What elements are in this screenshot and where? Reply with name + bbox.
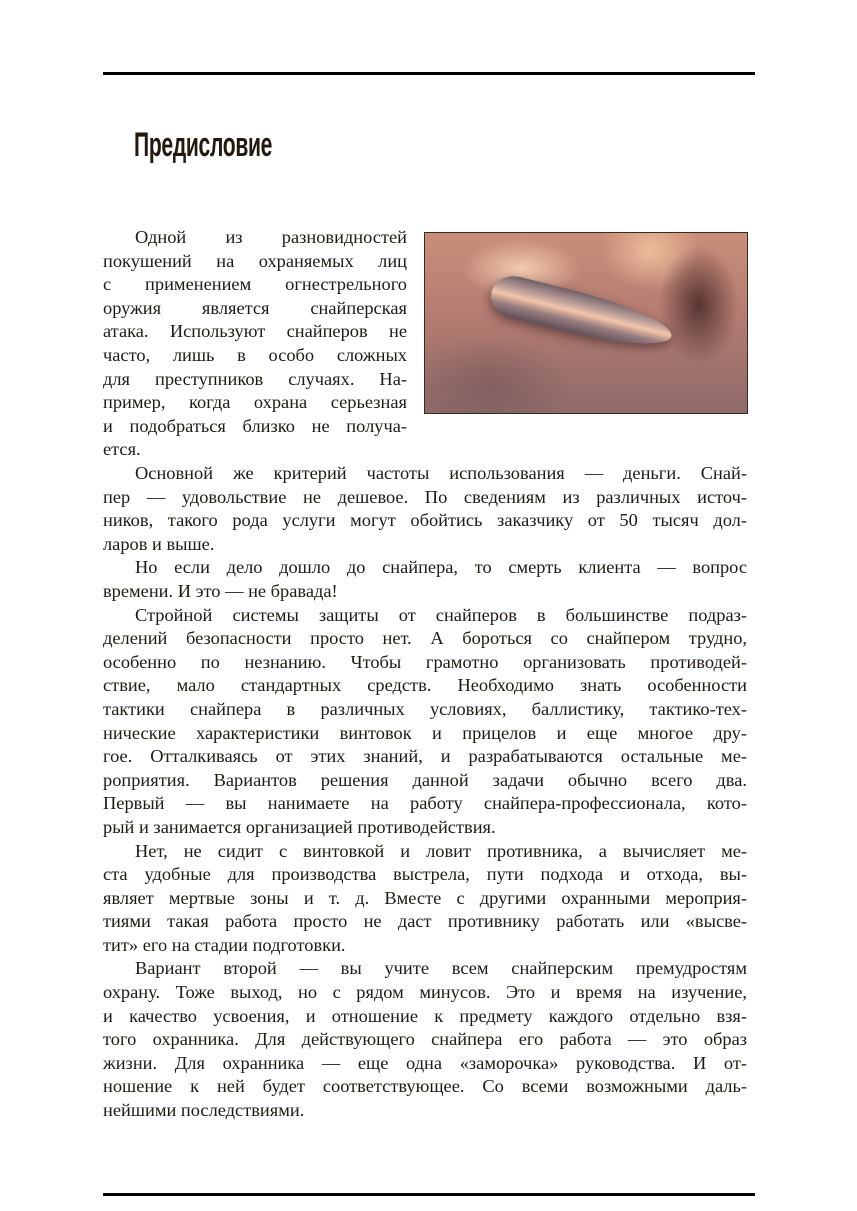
- text-line: тит» его на стадии подготовки.: [103, 934, 346, 955]
- text-line: с применением огнестрельного: [103, 274, 407, 295]
- text-line: Вариант второй — вы учите всем снайперским премудростям: [135, 958, 747, 979]
- text-line: тактики снайпера в различных условиях, баллистику, тактико-тех-: [103, 698, 747, 719]
- text-line: Основной же критерий частоты использования — деньги. Снай-: [135, 463, 747, 483]
- text-line: ношение к ней будет соответствующее. Со всеми возможными даль-: [103, 1076, 747, 1097]
- text-line: оружия является снайперская: [103, 297, 407, 318]
- paragraph-system: [103, 604, 747, 840]
- paragraph-first-option: [103, 840, 747, 958]
- text-line: ников, такого рода услуги могут обойтись заказчику от 50 тысяч дол-: [103, 510, 747, 531]
- text-line: тиями такая работа просто не даст противнику работать или «высве-: [103, 911, 747, 932]
- text-line: времени. И это — не бравада!: [103, 580, 338, 601]
- text-line: Первый — вы нанимаете на работу снайпера-профессионала, кото-: [103, 793, 747, 814]
- text-line: покушений на охраняемых лиц: [103, 250, 407, 271]
- text-line: Стройной системы защиты от снайперов в большинстве подраз-: [135, 604, 747, 625]
- text-line: жизни. Для охранника — еще одна «заморочка» руководства. И от-: [103, 1052, 747, 1073]
- paragraph-second-option: [103, 957, 747, 1122]
- text-line: гое. Отталкиваясь от этих знаний, и разрабатываются остальные ме-: [103, 746, 747, 767]
- text-line: охрану. Тоже выход, но с рядом минусов. Это и время на изучение,: [103, 982, 747, 1003]
- bullet-photo: [424, 232, 748, 414]
- text-line: часто, лишь в особо сложных: [103, 344, 407, 365]
- page-title: Предисловие: [134, 126, 273, 164]
- text-line: роприятия. Вариантов решения данной задачи обычно всего два.: [103, 769, 747, 790]
- bullet-image-icon: [487, 271, 677, 357]
- top-rule: [103, 72, 755, 75]
- text-line: ста удобные для производства выстрела, пути подхода и отхода, вы-: [103, 864, 747, 885]
- text-line: делений безопасности просто нет. А бороться со снайпером трудно,: [103, 628, 747, 649]
- text-line: ларов и выше.: [103, 533, 215, 554]
- paragraph-cost: [103, 462, 747, 556]
- text-line: и качество усвоения, и отношение к предмету каждого отдельно взя-: [103, 1005, 747, 1026]
- text-line: рый и занимается организацией противодействия.: [103, 816, 496, 837]
- text-line: Одной из разновидностей: [135, 227, 407, 247]
- body-text: [103, 462, 747, 1123]
- text-line: ется.: [103, 439, 141, 460]
- text-line: являет мертвые зоны и т. д. Вместе с другими охранными мероприя-: [103, 887, 747, 908]
- intro-paragraph: [103, 226, 407, 462]
- text-line: пер — удовольствие не дешевое. По сведениям из различных источ-: [103, 486, 747, 507]
- text-line: Нет, не сидит с винтовкой и ловит противника, а вычисляет ме-: [135, 840, 747, 861]
- text-line: нейшими последствиями.: [103, 1100, 305, 1121]
- paragraph-time: [103, 556, 747, 603]
- text-line: особенно по незнанию. Чтобы грамотно организовать противодей-: [103, 651, 747, 672]
- text-line: того охранника. Для действующего снайпера его работа — это образ: [103, 1029, 747, 1050]
- text-line: и подобраться близко не получа-: [103, 415, 407, 436]
- text-line: нические характеристики винтовок и прицелов и еще многое дру-: [103, 722, 747, 743]
- text-line: Но если дело дошло до снайпера, то смерть клиента — вопрос: [135, 557, 747, 578]
- bottom-rule: [103, 1193, 755, 1196]
- text-line: ствие, мало стандартных средств. Необходимо знать особенности: [103, 675, 747, 696]
- text-line: пример, когда охрана серьезная: [103, 392, 407, 413]
- text-line: для преступников случаях. На-: [103, 368, 407, 389]
- text-line: атака. Используют снайперов не: [103, 321, 407, 342]
